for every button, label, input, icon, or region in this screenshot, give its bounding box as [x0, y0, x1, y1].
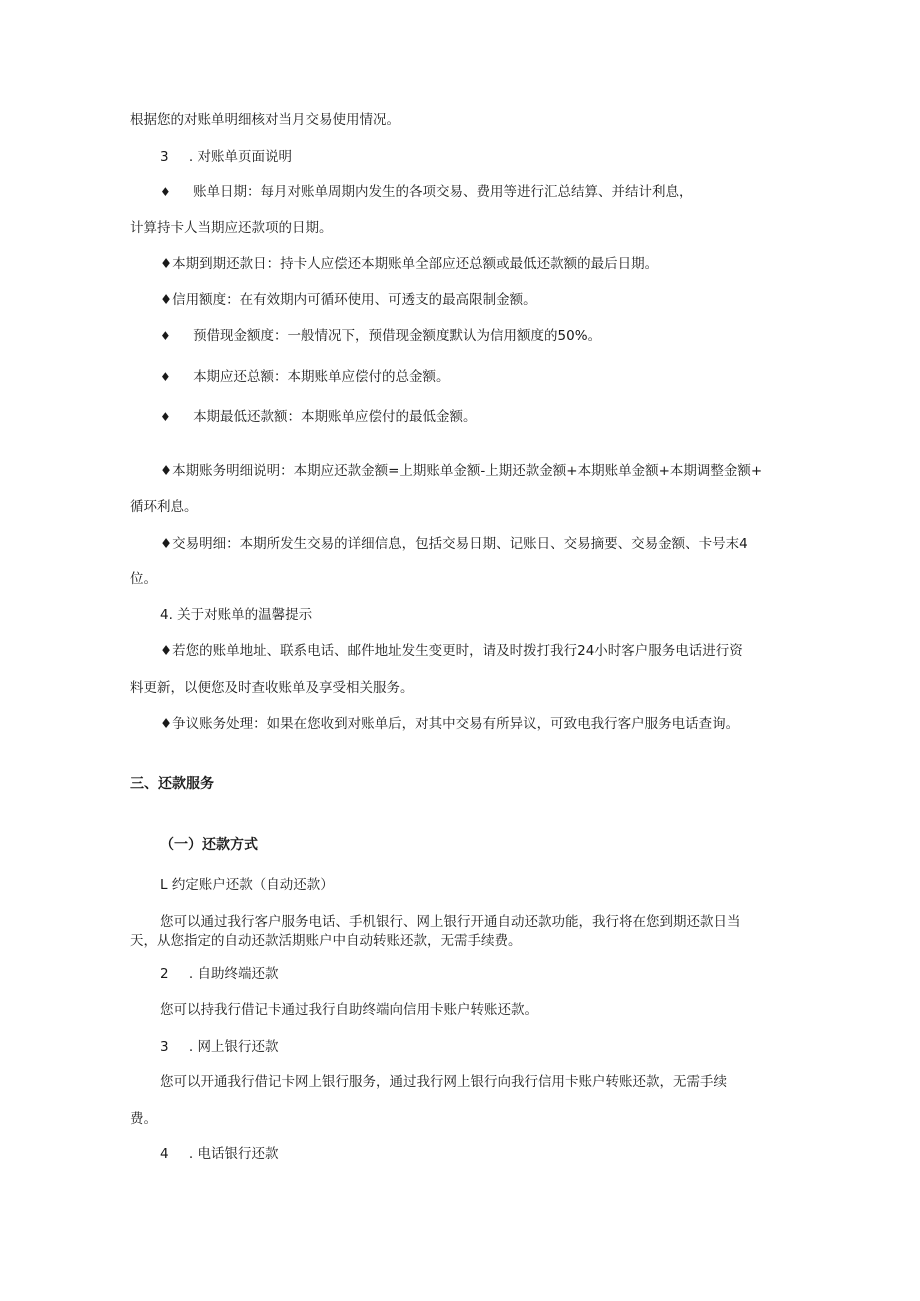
paragraph-line: 天，从您指定的自动还款活期账户中自动转账还款，无需手续费。: [130, 933, 522, 949]
paragraph-line: 循环利息。: [130, 499, 198, 515]
diamond-bullet-icon: ♦: [160, 329, 171, 343]
paragraph-line: 根据您的对账单明细核对当月交易使用情况。: [130, 112, 400, 128]
paragraph-line: 料更新，以便您及时查收账单及享受相关服务。: [130, 680, 414, 696]
diamond-bullet-icon: ♦: [160, 185, 171, 199]
bullet-item: ♦交易明细：本期所发生交易的详细信息，包括交易日期、记账日、交易摘要、交易金额、卡号末4: [160, 536, 748, 552]
item-number: 3: [160, 1039, 169, 1055]
bullet-item: ♦争议账务处理：如果在您收到对账单后，对其中交易有所异议，可致电我行客户服务电话查询。: [160, 716, 740, 732]
item-heading-online-banking: [160, 1038, 278, 1056]
bullet-item: [160, 368, 450, 386]
paragraph-line: 您可以持我行借记卡通过我行自助终端向信用卡账户转账还款。: [160, 1002, 538, 1018]
bullet-text: 预借现金额度：一般情况下，预借现金额度默认为信用额度的50%。: [193, 328, 602, 344]
item-title: . 电话银行还款: [188, 1146, 279, 1162]
bullet-text: 本期最低还款额：本期账单应偿付的最低金额。: [193, 409, 477, 425]
bullet-item: ♦本期账务明细说明：本期应还款金额=上期账单金额-上期还款金额+本期账单金额+本期调整金额+: [160, 463, 763, 479]
paragraph-line: 您可以开通我行借记卡网上银行服务，通过我行网上银行向我行信用卡账户转账还款，无需手续: [160, 1074, 727, 1090]
item-heading-auto-repayment: L 约定账户还款（自动还款）: [160, 877, 334, 893]
paragraph-line: 计算持卡人当期应还款项的日期。: [130, 220, 333, 236]
item-number: 3: [160, 149, 169, 165]
chapter-heading-repayment-service: 三、还款服务: [130, 776, 214, 792]
subsection-heading-repayment-methods: （一）还款方式: [160, 837, 258, 853]
bullet-item: [160, 408, 477, 426]
bullet-text: 本期应还总额：本期账单应偿付的总金额。: [193, 369, 450, 385]
bullet-item: ♦本期到期还款日：持卡人应偿还本期账单全部应还总额或最低还款额的最后日期。: [160, 256, 659, 272]
bullet-item: [160, 183, 693, 201]
paragraph-line: 位。: [130, 571, 157, 587]
item-title: . 网上银行还款: [188, 1039, 279, 1055]
paragraph-line: 您可以通过我行客户服务电话、手机银行、网上银行开通自动还款功能，我行将在您到期还款日当: [160, 914, 741, 930]
section-heading-statement-page: [160, 148, 292, 166]
item-number: 4: [160, 1146, 169, 1162]
bullet-text: 账单日期：每月对账单周期内发生的各项交易、费用等进行汇总结算、并结计利息，: [193, 184, 693, 200]
section-heading-tips: 4. 关于对账单的温馨提示: [160, 607, 313, 623]
diamond-bullet-icon: ♦: [160, 410, 171, 424]
item-heading-phone-banking: [160, 1145, 278, 1163]
item-heading-self-service-terminal: [160, 965, 278, 983]
item-title: . 自助终端还款: [188, 966, 279, 982]
item-number: 2: [160, 966, 169, 982]
diamond-bullet-icon: ♦: [160, 370, 171, 384]
bullet-item: ♦信用额度：在有效期内可循环使用、可透支的最高限制金额。: [160, 292, 537, 308]
item-title: . 对账单页面说明: [188, 149, 292, 165]
bullet-item: ♦若您的账单地址、联系电话、邮件地址发生变更时，请及时拨打我行24小时客户服务电话进行资: [160, 643, 743, 659]
bullet-item: [160, 327, 601, 345]
paragraph-line: 费。: [130, 1111, 157, 1127]
